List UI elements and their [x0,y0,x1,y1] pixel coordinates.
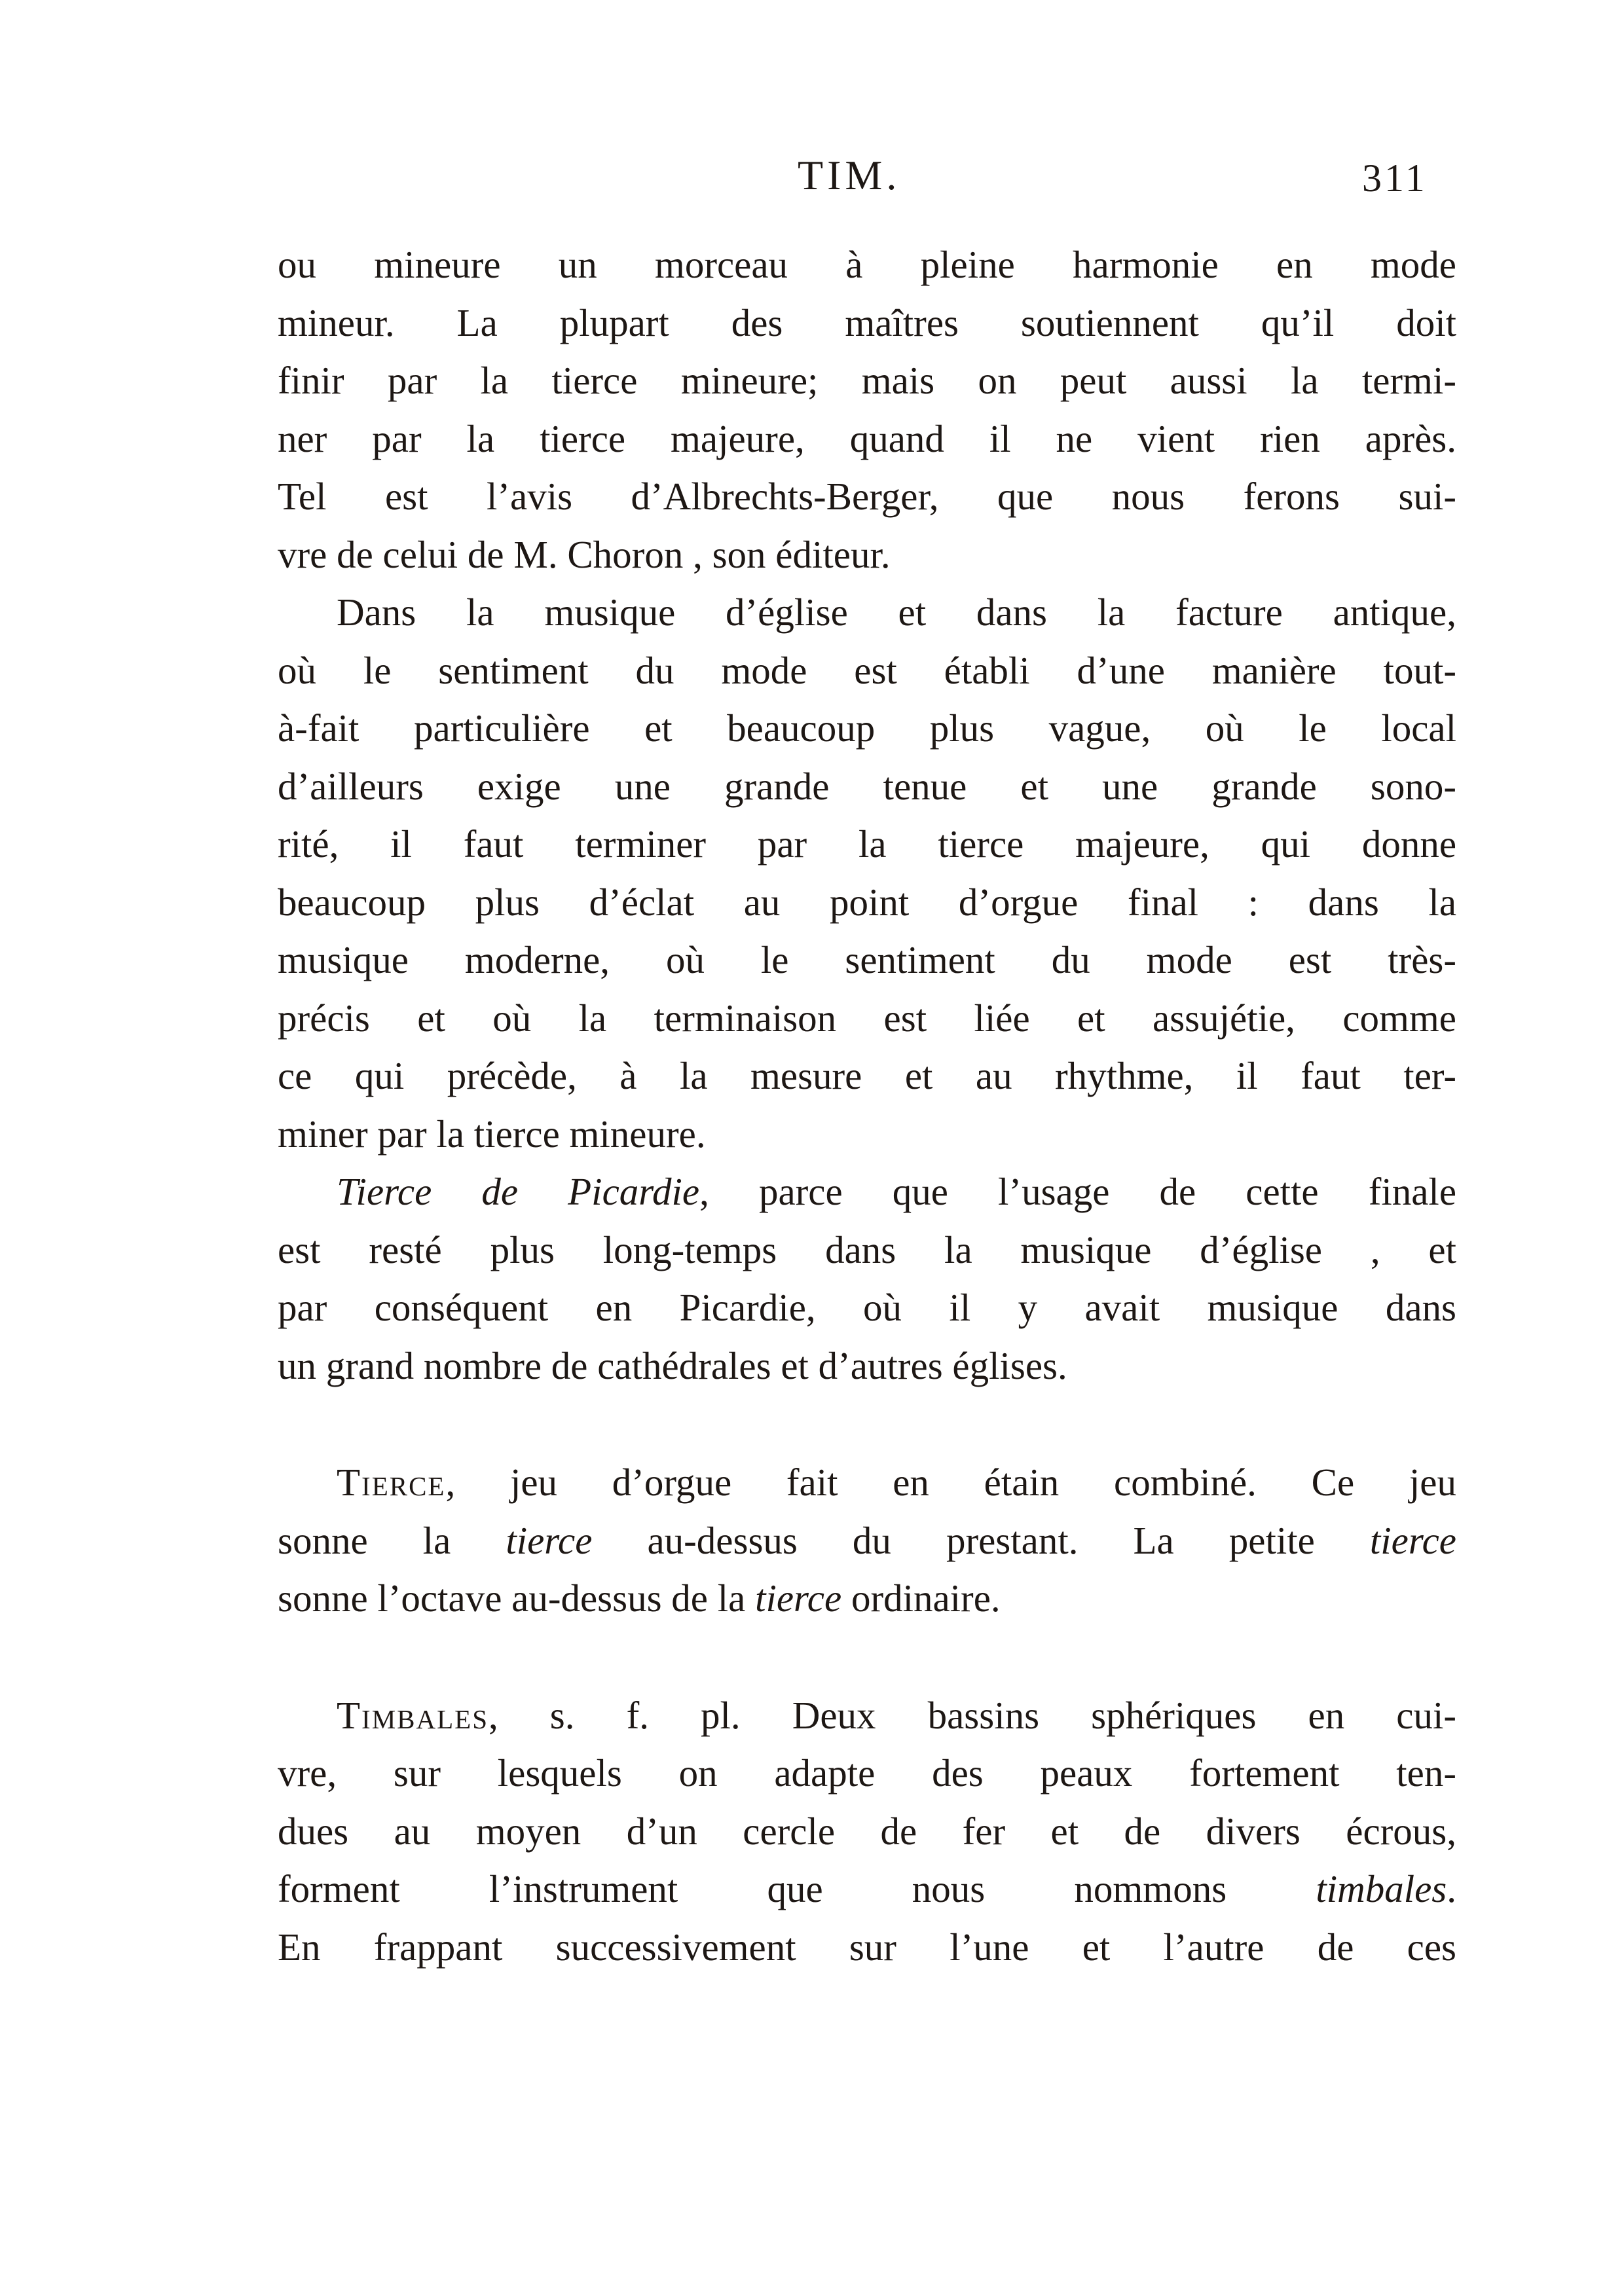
text-line [278,1860,1456,1918]
running-head-title: TIM. [798,152,901,198]
italic-term: tierce [755,1576,842,1620]
running-head [0,149,1624,202]
italic-term: Tierce de Picardie [337,1170,700,1213]
text-line: vre, sur lesquels on adapte des peaux fortement ten- [278,1751,1456,1795]
text-line: précis et où la terminaison est liée et assujétie, comme [278,996,1456,1040]
text-line: Dans la musique d’église et dans la facture antique, [337,591,1456,634]
text-line: où le sentiment du mode est établi d’une manière tout- [278,648,1456,692]
italic-term: tierce [506,1518,593,1562]
text-line: vre de celui de M. Choron , son éditeur. [278,532,891,576]
text-line: d’ailleurs exige une grande tenue et une grande sono- [278,764,1456,808]
body-text [278,236,1456,1976]
text-line: miner par la tierce mineure. [278,1112,706,1156]
text-line [278,1569,1456,1628]
text-line: dues au moyen d’un cercle de fer et de divers écrous, [278,1809,1456,1853]
text-run: au-dessus du prestant. La petite [592,1518,1370,1562]
text-run: ordinaire. [841,1576,1001,1620]
text-run: , jeu d’orgue fait en étain combiné. Ce jeu [445,1461,1456,1504]
text-line: un grand nombre de cathédrales et d’autres églises. [278,1343,1067,1387]
text-run: , parce que l’usage de cette finale [699,1170,1457,1213]
text-run: forment l’instrument que nous nommons [278,1867,1316,1910]
text-line: beaucoup plus d’éclat au point d’orgue final : dans la [278,880,1456,924]
dictionary-entry [278,1453,1456,1628]
text-line: par conséquent en Picardie, où il y avait musique dans [278,1286,1456,1329]
text-line: ner par la tierce majeure, quand il ne vient rien après. [278,416,1456,460]
page-number: 311 [1362,156,1428,200]
italic-term: tierce [1369,1518,1456,1562]
text-line: finir par la tierce mineure; mais on peut aussi la termi- [278,359,1456,402]
text-line: En frappant successivement sur l’une et l’autre de ces [278,1925,1456,1969]
entry-gap [278,1628,1456,1686]
text-run: sonne la [278,1518,506,1562]
text-line: à-fait particulière et beaucoup plus vague, où le local [278,706,1456,750]
text-line [278,1686,1456,1745]
entry-gap [278,1394,1456,1453]
text-line: est resté plus long-temps dans la musique d’église , et [278,1228,1456,1271]
text-line: rité, il faut terminer par la tierce majeure, qui donne [278,822,1456,866]
text-line [278,1512,1456,1570]
entry-headword: Tierce [337,1461,446,1504]
text-run: , s. f. pl. Deux bassins sphériques en cui- [489,1693,1456,1737]
text-line: mineur. La plupart des maîtres soutiennent qu’il doit [278,301,1456,344]
paragraph [278,1163,1456,1394]
text-run: . [1447,1867,1456,1910]
entry-headword: Timbales [337,1693,489,1737]
paragraph [278,236,1456,583]
italic-term: timbales [1316,1867,1447,1910]
text-line [278,1163,1456,1221]
text-line: musique moderne, où le sentiment du mode est très- [278,938,1456,981]
paragraph [278,583,1456,1163]
text-line: Tel est l’avis d’Albrechts-Berger, que nous ferons sui- [278,475,1456,518]
text-line: ou mineure un morceau à pleine harmonie en mode [278,243,1456,286]
text-line [278,1453,1456,1512]
dictionary-entry [278,1686,1456,1977]
text-run: sonne l’octave au-dessus de la [278,1576,756,1620]
text-line: ce qui précède, à la mesure et au rhythme, il faut ter- [278,1054,1456,1097]
